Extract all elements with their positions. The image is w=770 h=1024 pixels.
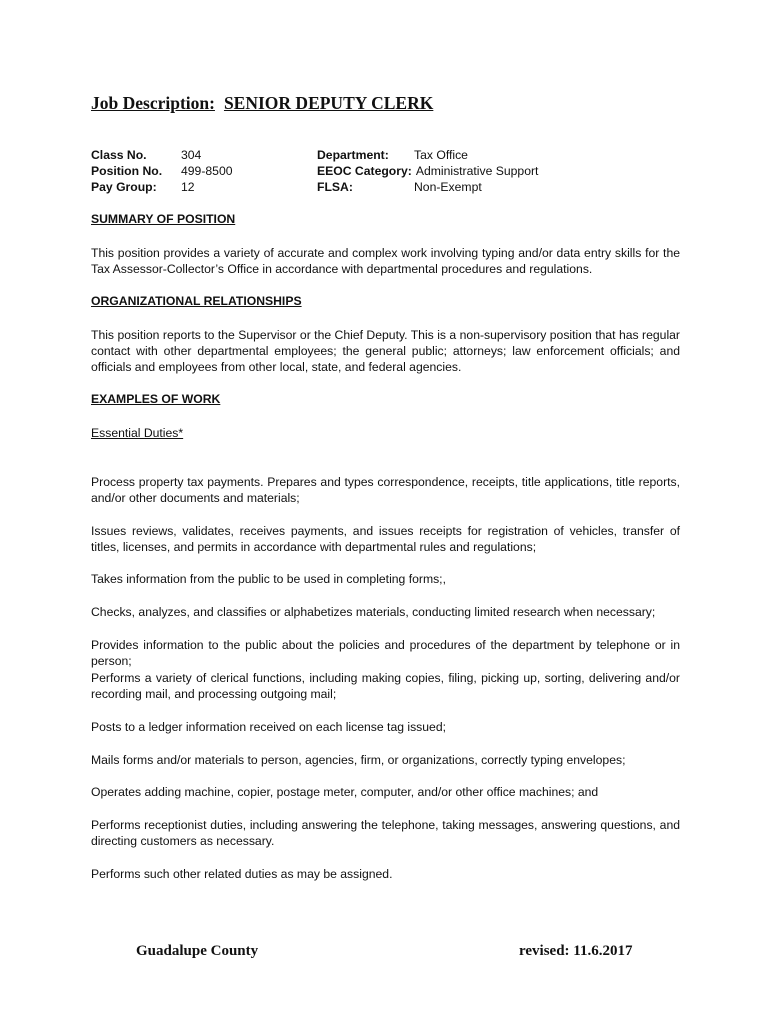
pay-group-row: [91, 179, 233, 195]
duty-item: Checks, analyzes, and classifies or alphabetizes materials, conducting limited research when necessary;: [91, 605, 656, 619]
class-number-label: Class No.: [91, 148, 147, 162]
duty-item: Posts to a ledger information received on each license tag issued;: [91, 720, 446, 734]
summary-heading: SUMMARY OF POSITION: [91, 212, 236, 226]
eeoc-category-label: EEOC Category:: [317, 164, 412, 178]
examples-heading: EXAMPLES OF WORK: [91, 392, 221, 406]
eeoc-category-row: [317, 163, 538, 179]
position-number-row: [91, 163, 233, 179]
job-title: SENIOR DEPUTY CLERK: [223, 93, 434, 113]
essential-duties-subheading: Essential Duties*: [91, 426, 184, 440]
duty-item: Issues reviews, validates, receives payments, and issues receipts for registration of vehicles, transfer of titles, licenses, and permits in accordance with departmental rules and regulations;: [91, 524, 680, 554]
page-title: [91, 93, 433, 114]
eeoc-category-value: Administrative Support: [415, 164, 539, 178]
position-number-label: Position No.: [91, 164, 163, 178]
duty-item: Takes information from the public to be used in completing forms;,: [91, 572, 446, 586]
position-number-value: 499-8500: [181, 164, 233, 178]
duty-item: Provides information to the public about the policies and procedures of the department by telephone or in person;: [91, 638, 680, 668]
duty-item: Mails forms and/or materials to person, agencies, firm, or organizations, correctly typing envelopes;: [91, 753, 626, 767]
class-number-value: 304: [181, 148, 202, 162]
duty-item: Performs such other related duties as may be assigned.: [91, 867, 393, 881]
org-relationships-heading: ORGANIZATIONAL RELATIONSHIPS: [91, 294, 302, 308]
duty-item: Performs a variety of clerical functions, including making copies, filing, picking up, sorting, delivering and/or recording mail, and processing outgoing mail;: [91, 671, 680, 701]
duty-item: Operates adding machine, copier, postage meter, computer, and/or other office machines; and: [91, 785, 599, 799]
position-info-left: [91, 147, 233, 195]
pay-group-value: 12: [181, 180, 195, 194]
org-relationships-text: This position reports to the Supervisor or the Chief Deputy. This is a non-supervisory position that has regular contact with other departmental employees; the general public; attorneys; law enforcement officials; and officials and employees from other local, state, and federal agencies.: [91, 328, 680, 374]
class-number-row: [91, 147, 233, 163]
pay-group-label: Pay Group:: [91, 180, 157, 194]
position-info-right: [317, 147, 538, 195]
summary-text: This position provides a variety of accurate and complex work involving typing and/or data entry skills for the Tax Assessor-Collector’s Office in accordance with departmental procedures and regulations.: [91, 246, 680, 276]
flsa-row: [317, 179, 538, 195]
department-label: Department:: [317, 148, 389, 162]
duty-item: Process property tax payments. Prepares and types correspondence, receipts, title applications, title reports, and/or other documents and materials;: [91, 475, 680, 505]
department-row: [317, 147, 538, 163]
flsa-label: FLSA:: [317, 180, 353, 194]
title-prefix: Job Description:: [91, 93, 215, 113]
department-value: Tax Office: [414, 148, 468, 162]
footer-county: Guadalupe County: [136, 943, 259, 959]
duty-item: Performs receptionist duties, including answering the telephone, taking messages, answering questions, and directing customers as necessary.: [91, 818, 680, 848]
flsa-value: Non-Exempt: [414, 180, 482, 194]
footer-revised-date: revised: 11.6.2017: [519, 943, 633, 959]
